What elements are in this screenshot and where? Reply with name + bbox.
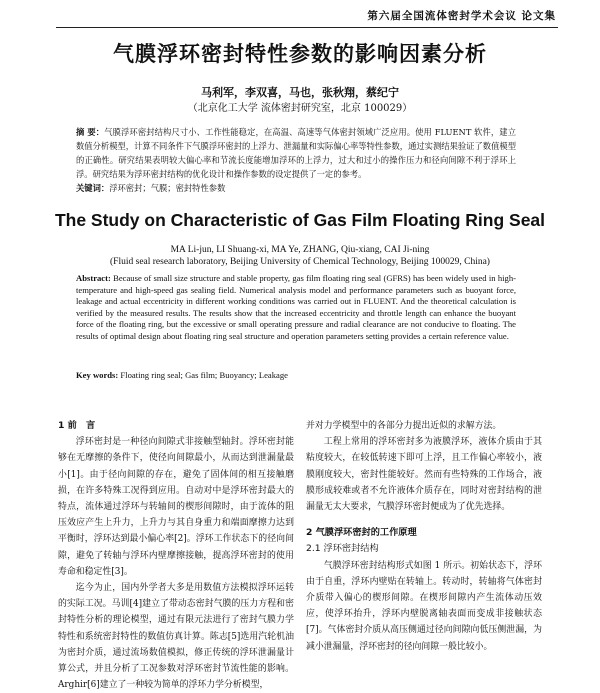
section-2-heading: 2 气膜浮环密封的工作原理 <box>306 527 417 539</box>
en-keywords-label: Key words: <box>76 370 119 380</box>
cn-abstract <box>76 125 516 181</box>
body-left-column <box>58 418 294 693</box>
body-right-column <box>306 418 542 655</box>
section-1-paragraph-2: 迄今为止，国内外学者大多是用数值方法模拟浮环运转的实际工况。马训[4]建立了带动态密封气膜的压力方程和密封特性分析的理论模型，通过有限元法进行了密封气膜力学特性和系统密封特性的数值仿真计算。陈志[5]选用汽轮机油为密封介质，通过流场数值模拟，修正传统的浮环泄漏量计算公式，并且分析了工况参数对浮环密封节流性能的影响。Arghir[6]建立了一种较为简单的浮环力学分析模型， <box>58 583 294 691</box>
section-1-paragraph-1: 浮环密封是一种径向间隙式非接触型轴封。浮环密封能够在无摩擦的条件下，使径向间隙最小，从而达到泄漏量最小[1]。由于径向间隙的存在，避免了固体间的相互接触磨损，在许多特殊工况得到应用。自动对中是浮环密封最大的特点，流体通过浮环与转轴间的楔形间隙时，由于流体的阻压效应产生上升力，上升力与其自身重力和端面摩擦力达到平衡时，浮环达到最小偏心率[2]。浮环工作状态下的径向间隙，避免了转轴与浮环内壁摩擦接触，提高浮环密封的使用寿命和稳定性[3]。 <box>58 437 294 577</box>
section-2-1-heading: 2.1 浮环密封结构 <box>306 543 379 555</box>
en-title: The Study on Characteristic of Gas Film Floating Ring Seal <box>54 210 546 230</box>
cn-keywords-text: 浮环密封；气膜；密封特性参数 <box>109 183 226 193</box>
en-abstract <box>76 273 516 343</box>
en-keywords <box>76 370 516 382</box>
right-paragraph-1: 并对力学模型中的各部分力提出近似的求解方法。 <box>306 421 502 431</box>
en-abstract-text: Because of small size structure and stable property, gas film floating ring seal (GFRS) has been widely used in high-temperature and high-speed gas sealing field. Numerical analysis model and performance parameters such as buoyant force, leakage and actual eccentricity in different working conditions was carried out in FLUENT. And the theoretical calculation is verified by the measured results. The results show that the increased eccentricity and throttle length can enhance the buoyant force of the floating ring, but the excessive or small operating pressure and radial clearance are not conducive to floating. The results of optimal design about floating ring seal structure and operation parameters setting provides a certain reference value. <box>76 273 516 341</box>
cn-keywords-label: 关键词： <box>76 183 110 193</box>
cn-abstract-text: 气膜浮环密封结构尺寸小、工作性能稳定，在高温、高速等气体密封领域广泛应用。使用 FLUENT 软件，建立数值分析模型，计算不同条件下气膜浮环密封的上浮力、泄漏量和实际偏心率等特性参数，通过实测结果验证了数值模型的正确性。研究结果表明较大偏心率和节流长度能增加浮环的上浮力，过大和过小的操作压力和径向间隙不利于浮环上浮。研究结果为浮环密封结构的优化设计和操作参数的设定提供了一定的参考。 <box>76 127 517 179</box>
running-header: 第六届全国流体密封学术会议 论文集 <box>367 10 556 22</box>
en-affiliation: (Fluid seal research laboratory, Beijing University of Chemical Technology, Beijing 100029, China) <box>110 257 490 267</box>
section-gap <box>306 515 542 525</box>
cn-affiliation: （北京化工大学 流体密封研究室，北京 100029） <box>187 103 413 114</box>
en-authors: MA Li-jun, LI Shuang-xi, MA Ye, ZHANG, Qiu-xiang, CAI Ji-ning <box>170 245 430 255</box>
cn-abstract-label: 摘 要： <box>76 127 105 137</box>
cn-authors: 马利军，李双喜，马也，张秋翔，蔡纪宁 <box>201 86 399 99</box>
cn-keywords <box>76 181 516 195</box>
header-rule <box>56 27 558 28</box>
right-paragraph-3: 气膜浮环密封结构形式如图 1 所示。初始状态下，浮环由于自重，浮环内壁贴在转轴上。转动时，转轴将气体密封介质带入偏心的楔形间隙。在楔形间隙内产生流体动压效应，使浮环抬升，浮环内壁脱离轴表面而变成非接触状态[7]。气体密封介质从高压侧通过径向间隙向低压侧泄漏，为减小泄漏量，浮环密封的径向间隙一般比较小。 <box>306 560 542 652</box>
cn-title: 气膜浮环密封特性参数的影响因素分析 <box>113 42 487 66</box>
en-abstract-label: Abstract: <box>76 273 111 283</box>
right-paragraph-2: 工程上常用的浮环密封多为液膜浮环，液体介质由于其粘度较大，在较低转速下即可上浮，且工作偏心率较小，液膜刚度较大，密封性能较好。然而有些特殊的工作场合，液膜形成较难或者不允许液体介质存在，同时对密封结构的泄漏量无太大要求，气膜浮环密封便成为了优先选择。 <box>306 437 542 513</box>
section-1-heading: 1 前 言 <box>58 420 96 431</box>
en-keywords-text: Floating ring seal; Gas film; Buoyancy; Leakage <box>120 370 288 380</box>
